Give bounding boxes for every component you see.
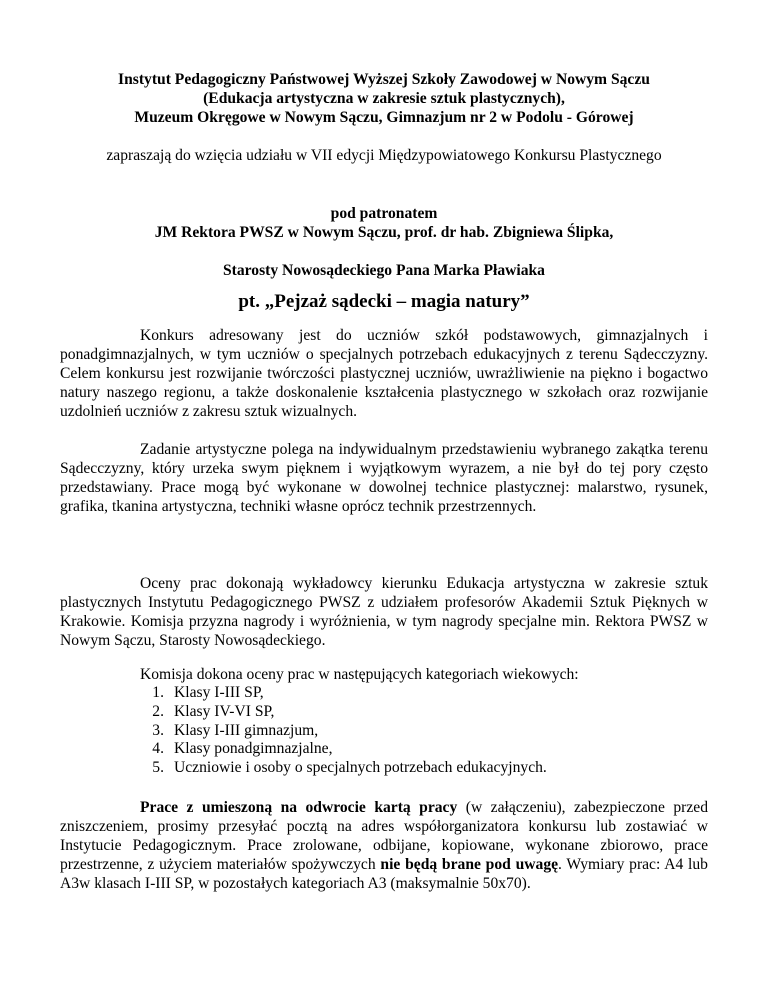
header-line-2: (Edukacja artystyczna w zakresie sztuk plastycznych), (203, 90, 565, 107)
submission-text-1: (w załączeniu), zabezpieczone przed zniszczeniem, prosimy przesyłać pocztą na adres współorganizatora konkursu lub zostawiać w Instytucie Pedagogicznym. Prace zrolowane, odbijane, kopiowane, wykonane zbiorowo, prace przestrzenne, z użyciem materiałów spożywczych (60, 799, 708, 873)
list-item-label: Klasy I-III SP, (174, 684, 264, 701)
list-item-number: 1. (152, 684, 164, 701)
list-item-number: 4. (152, 740, 164, 758)
header-line-1: Instytut Pedagogiczny Państwowej Wyższej Szkoły Zawodowej w Nowym Sączu (118, 71, 650, 88)
categories-intro: Komisja dokona oceny prac w następujących kategoriach wiekowych: (140, 666, 579, 683)
list-item (140, 740, 547, 759)
list-item (140, 722, 547, 741)
organizers-header (60, 70, 708, 127)
submission-bold-intro: Prace z umieszoną na odwrocie kartą pracy (140, 799, 458, 816)
paragraph-jury: Oceny prac dokonają wykładowcy kierunku Edukacja artystyczna w zakresie sztuk plastycznych Instytutu Pedagogicznego PWSZ z udziałem profesorów Akademii Sztuk Pięknych w Krakowie. Komisja przyzna nagrody i wyróżnienia, w tym nagrody specjalne min. Rektora PWSZ w Nowym Sączu, Starosty Nowosądeckiego. (60, 575, 708, 649)
list-item-label: Klasy ponadgimnazjalne, (174, 740, 333, 758)
patronage-rector: JM Rektora PWSZ w Nowym Sączu, prof. dr hab. Zbigniewa Ślipka, (154, 224, 614, 241)
list-item-label: Klasy I-III gimnazjum, (174, 721, 319, 739)
paragraph-task-text: Zadanie artystyczne polega na indywidualnym przedstawieniu wybranego zakątka terenu Sądecczyzny, który urzeka swym pięknem i wyjątkowym wyrazem, a nie był do tej pory często przedstawiany. Prace mogą być wykonane w dowolnej technice plastycznej: malarstwo, rysunek, grafika, tkanina artystyczna, techniki własne oprócz technik przestrzennych. (60, 441, 708, 515)
list-item-number: 5. (152, 759, 164, 777)
list-item-number: 2. (152, 702, 164, 720)
patronage-block (60, 204, 708, 242)
submission-text-2: . Wymiary prac: A4 lub A3w klasach I-III SP, w pozostałych kategoriach A3 (maksymalnie 50x70). (60, 856, 708, 892)
list-item-label: Uczniowie i osoby o specjalnych potrzebach edukacyjnych. (174, 759, 547, 777)
header-line-3: Muzeum Okręgowe w Nowym Sączu, Gimnazjum nr 2 w Podolu - Górowej (134, 109, 634, 126)
invitation-text: zapraszają do wzięcia udziału w VII edycji Międzypowiatowego Konkursu Plastycznego (106, 147, 662, 164)
contest-title: pt. „Pejzaż sądecki – magia natury” (238, 291, 530, 312)
list-item (140, 759, 547, 778)
paragraph-submission (60, 798, 708, 893)
list-item-number: 3. (152, 721, 164, 739)
patronage-label: pod patronatem (330, 205, 438, 222)
paragraph-task (60, 440, 708, 516)
paragraph-audience: Konkurs adresowany jest do uczniów szkół podstawowych, gimnazjalnych i ponadgimnazjalnych, w tym uczniów o specjalnych potrzebach edukacyjnych z terenu Sądecczyzny. Celem konkursu jest rozwijanie twórczości plastycznej uczniów, uwrażliwienie na piękno i bogactwo natury naszego regionu, a także doskonalenie kształcenia plastycznego w szkołach oraz rozwijanie uzdolnień uczniów z zakresu sztuk wizualnych. (60, 327, 708, 420)
list-item-label: Klasy IV-VI SP, (174, 702, 275, 720)
list-item (140, 684, 547, 703)
patronage-starosta: Starosty Nowosądeckiego Pana Marka Pławiaka (223, 262, 545, 279)
categories-list (140, 684, 547, 778)
list-item (140, 703, 547, 722)
submission-bold-warning: nie będą brane pod uwagę (380, 856, 559, 873)
